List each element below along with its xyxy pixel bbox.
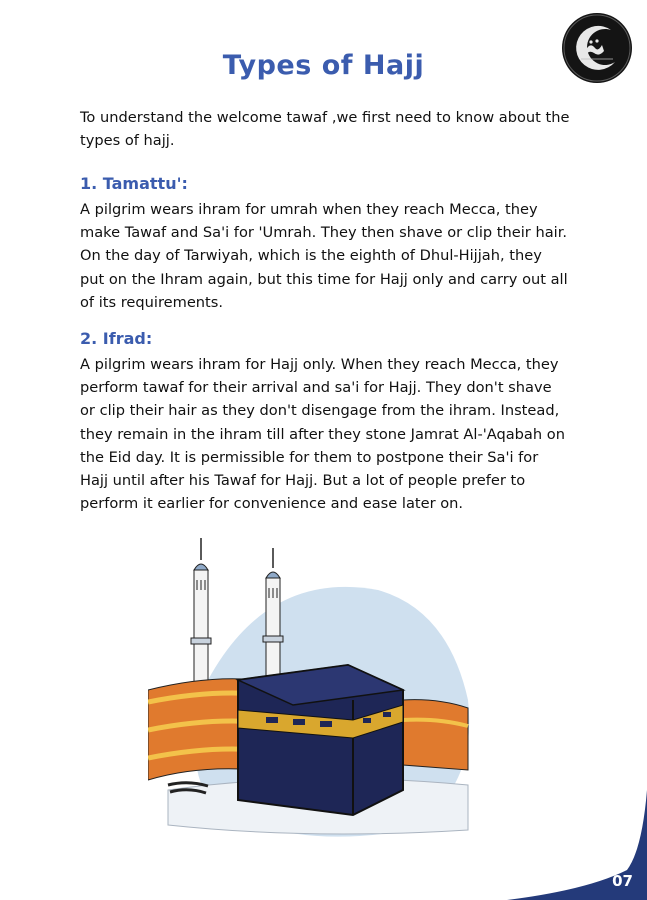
kaaba-illustration [148,530,478,845]
page-number: 07 [612,872,633,890]
section-body-ifrad: A pilgrim wears ihram for Hajj only. When they reach Mecca, they perform tawaf for their arrival and sa'i for Hajj. They don't shave or clip their hair as they don't disengage from the ihram. Instead, they remain in the ihram till after they stone Jamrat Al-'Aqabah on the Eid day. It is permissible for them to postpone their Sa'i for Hajj until after his Tawaf for Hajj. But a lot of people prefer to perform it earlier for convenience and ease later on. [80,356,565,513]
minaret-right [263,548,283,692]
section-heading-ifrad: 2. Ifrad: [80,329,153,348]
section-body-tamattu: A pilgrim wears ihram for umrah when they reach Mecca, they make Tawaf and Sa'i for 'Umrah. They then shave or clip their hair. On the day of Tarwiyah, which is the eighth of Dhul-Hijjah, they put on the Ihram again, but this time for Hajj only and carry out all of its requirements. [80,201,568,311]
page-title: Types of Hajj [222,50,425,81]
kaaba [238,665,403,815]
section-heading-tamattu: 1. Tamattu': [80,174,188,193]
minaret-left [191,538,211,704]
intro-paragraph: To understand the welcome tawaf ,we first need to know about the types of hajj. [80,109,570,150]
